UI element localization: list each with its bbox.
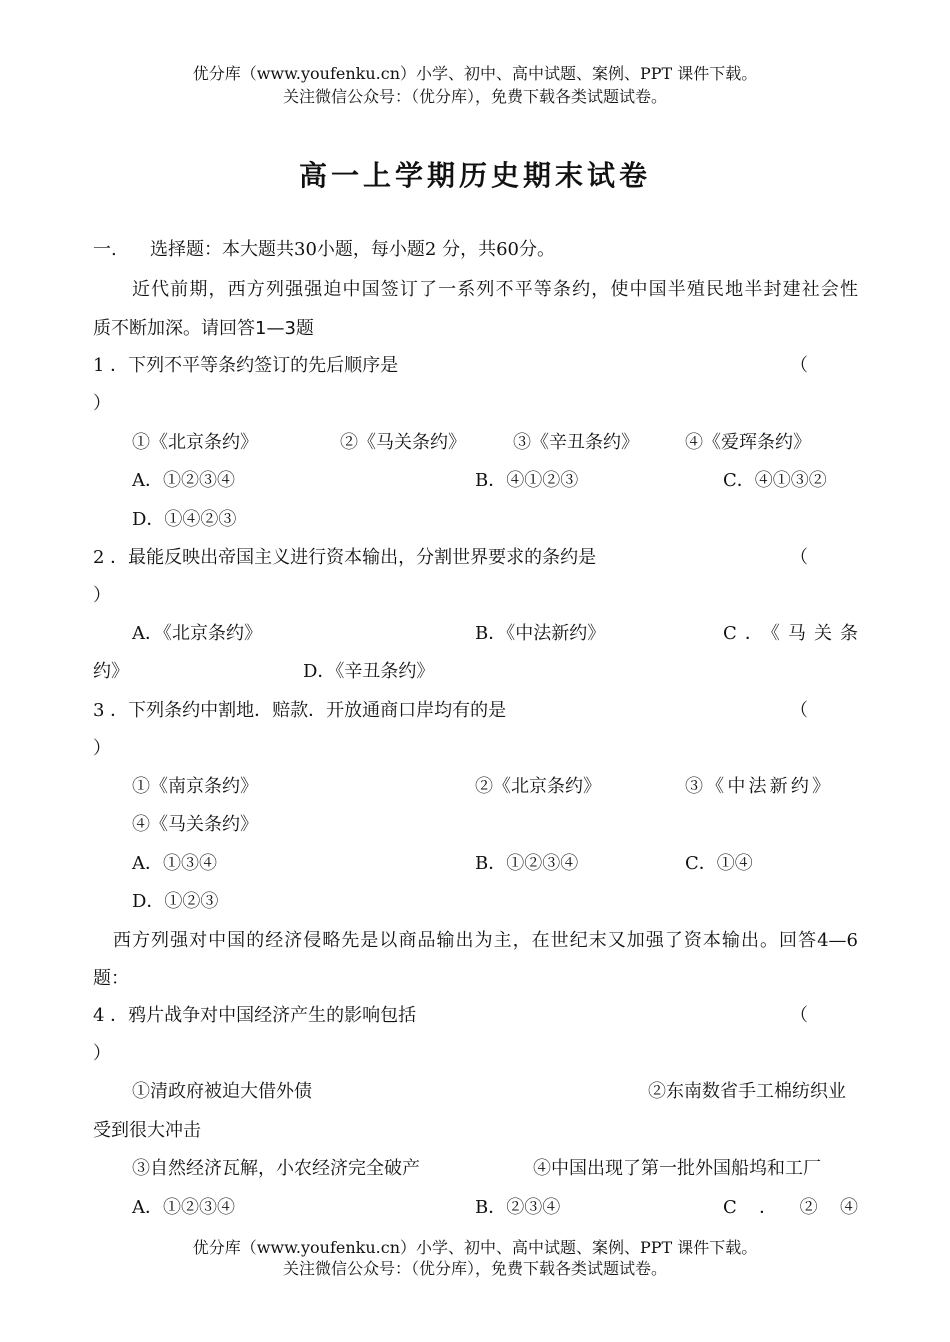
intro-paragraph-2-rest: 中国的经济侵略先是以商品输出为主，在世纪末又加强了资本输出。回答4—6 xyxy=(208,930,859,951)
header-line-1: 优分库（www.youfenku.cn）小学、初中、高中试题、案例、PPT 课件下载。 xyxy=(192,64,758,83)
question-4-item: ④中国出现了第一批外国船坞和工厂 xyxy=(533,1158,821,1179)
question-2-paren-close: ） xyxy=(93,585,111,606)
question-3-paren-open: （ xyxy=(790,700,808,721)
question-2-option-c-continued: 约》 xyxy=(93,661,129,682)
question-1-option-a: A．①②③④ xyxy=(132,470,235,491)
question-4-item: ②东南数省手工棉纺织业 xyxy=(648,1081,846,1102)
question-1-item: ③《辛丑条约》 xyxy=(513,432,639,453)
question-4-item-continued: 受到很大冲击 xyxy=(93,1120,201,1141)
question-4-paren-open: （ xyxy=(790,1005,808,1026)
question-1-item: ④《爱珲条约》 xyxy=(685,432,811,453)
question-1-stem: 1 ．下列不平等条约签订的先后顺序是 xyxy=(93,355,399,376)
question-1-item: ①《北京条约》 xyxy=(132,432,258,453)
intro-paragraph-1-line-2: 质不断加深。请回答1—3题 xyxy=(93,318,314,339)
footer-line-1: 优分库（www.youfenku.cn）小学、初中、高中试题、案例、PPT 课件下载。 xyxy=(192,1238,758,1257)
question-4-item: ①清政府被迫大借外债 xyxy=(132,1081,312,1102)
footer-line-2: 关注微信公众号：（优分库），免费下载各类试题试卷。 xyxy=(282,1259,667,1278)
question-1-paren-open: （ xyxy=(790,355,808,376)
question-1-paren-close: ） xyxy=(93,393,111,414)
section-number: 一. xyxy=(93,239,117,260)
intro-paragraph-2-line-1 xyxy=(113,929,858,953)
question-2-option-c: C．《马关条 xyxy=(723,623,858,644)
page-title: 高一上学期历史期末试卷 xyxy=(298,159,651,192)
question-3-item: ②《北京条约》 xyxy=(475,776,601,797)
intro-paragraph-2-line-2: 题： xyxy=(93,968,129,989)
question-3-item: ①《南京条约》 xyxy=(132,776,258,797)
question-1-option-c: C．④①③② xyxy=(723,470,827,491)
intro-paragraph-2-lead: 西方列强对 xyxy=(113,930,209,951)
question-2-option-b: B．《中法新约》 xyxy=(475,623,606,644)
question-4-paren-close: ） xyxy=(93,1043,111,1064)
question-2-stem: 2 ．最能反映出帝国主义进行资本输出，分割世界要求的条约是 xyxy=(93,547,597,568)
question-4-stem: 4 ．鸦片战争对中国经济产生的影响包括 xyxy=(93,1005,417,1026)
question-3-stem: 3 ．下列条约中割地．赔款．开放通商口岸均有的是 xyxy=(93,700,507,721)
question-3-item: ④《马关条约》 xyxy=(132,814,258,835)
question-1-option-b: B．④①②③ xyxy=(475,470,579,491)
question-1-option-d: D．①④②③ xyxy=(132,509,237,530)
question-3-option-d: D．①②③ xyxy=(132,891,219,912)
question-2-option-d: D．《辛丑条约》 xyxy=(303,661,435,682)
question-3-option-c: C．①④ xyxy=(685,853,753,874)
intro-paragraph-1-line-1: 近代前期，西方列强强迫中国签订了一系列不平等条约，使中国半殖民地半封建社会性 xyxy=(132,279,858,300)
header-line-2: 关注微信公众号：（优分库），免费下载各类试题试卷。 xyxy=(282,87,667,106)
question-1-item: ②《马关条约》 xyxy=(340,432,466,453)
question-3-option-b: B．①②③④ xyxy=(475,853,579,874)
question-3-paren-close: ） xyxy=(93,738,111,759)
question-2-paren-open: （ xyxy=(790,547,808,568)
question-4-option-b: B．②③④ xyxy=(475,1197,561,1218)
question-4-option-c: C．②④ xyxy=(723,1197,858,1218)
question-3-item: ③《中法新约》 xyxy=(685,776,830,797)
question-2-option-a: A．《北京条约》 xyxy=(132,623,262,644)
question-4-item: ③自然经济瓦解，小农经济完全破产 xyxy=(132,1158,420,1179)
question-4-option-a: A．①②③④ xyxy=(132,1197,235,1218)
section-instructions: 选择题：本大题共30小题，每小题2 分，共60分。 xyxy=(150,239,555,260)
question-3-option-a: A．①③④ xyxy=(132,853,217,874)
